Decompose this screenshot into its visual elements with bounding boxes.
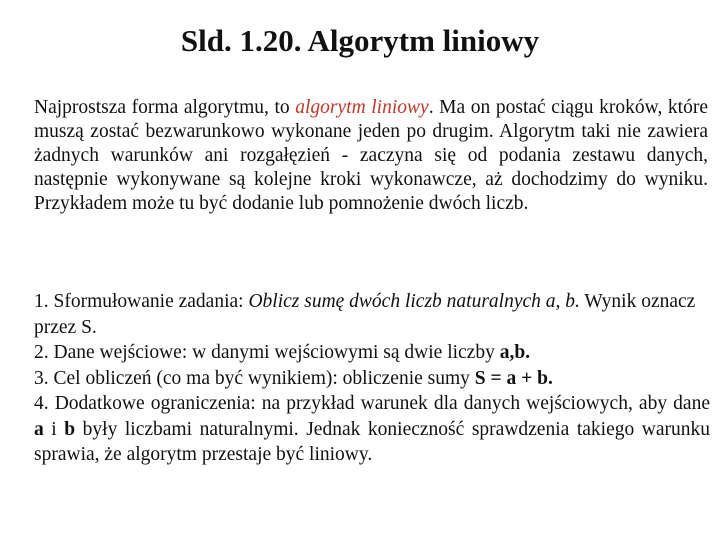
step-3-formula: S = a + b. bbox=[474, 367, 553, 389]
slide-title: Sld. 1.20. Algorytm liniowy bbox=[180, 23, 540, 58]
step-2-vars: a,b. bbox=[499, 342, 531, 363]
intro-text-rest: . Ma on postać ciągu kroków, które muszą zostać bezwarunkowo wykonane jeden po drugim. Algorytm taki nie zawiera żadnych warunków ani rozgałęzień - zaczyna się od podania zestawu danych, następnie wykonywane są kolejne kroki wykonawcze, aż dochodzimy do wyniku. Przykładem może tu być dodanie lub pomnożenie dwóch liczb. bbox=[34, 97, 708, 214]
steps-list bbox=[34, 289, 710, 468]
intro-text-start: Najprostsza forma algorytmu, to bbox=[34, 97, 296, 118]
step-2-lead: 2. Dane wejściowe: w danymi wejściowymi są dwie liczby bbox=[34, 342, 500, 363]
step-1 bbox=[34, 289, 710, 340]
step-1-lead: 1. Sformułowanie zadania: bbox=[34, 291, 249, 312]
step-4-text-1: 4. Dodatkowe ograniczenia: na przykład warunek dla danych wejściowych, aby dane bbox=[34, 393, 710, 414]
step-3-lead: 3. Cel obliczeń (co ma być wynikiem): obliczenie sumy bbox=[34, 367, 475, 389]
highlight-term: algorytm liniowy bbox=[295, 97, 429, 118]
step-1-task: Oblicz sumę dwóch liczb naturalnych a, b. bbox=[248, 291, 580, 312]
step-4-var-a: a bbox=[34, 418, 44, 440]
step-2 bbox=[34, 340, 710, 366]
step-4-var-b: b bbox=[64, 418, 76, 440]
step-3 bbox=[34, 366, 710, 392]
step-1-tail: Wynik oznacz przez S. bbox=[34, 291, 696, 338]
step-4-text-2: i bbox=[43, 418, 65, 440]
intro-paragraph bbox=[34, 96, 708, 216]
step-4 bbox=[34, 391, 710, 468]
step-4-text-3: były liczbami naturalnymi. Jednak konieczność sprawdzenia takiego warunku sprawia, że algorytm przestaje być liniowy. bbox=[34, 418, 710, 465]
